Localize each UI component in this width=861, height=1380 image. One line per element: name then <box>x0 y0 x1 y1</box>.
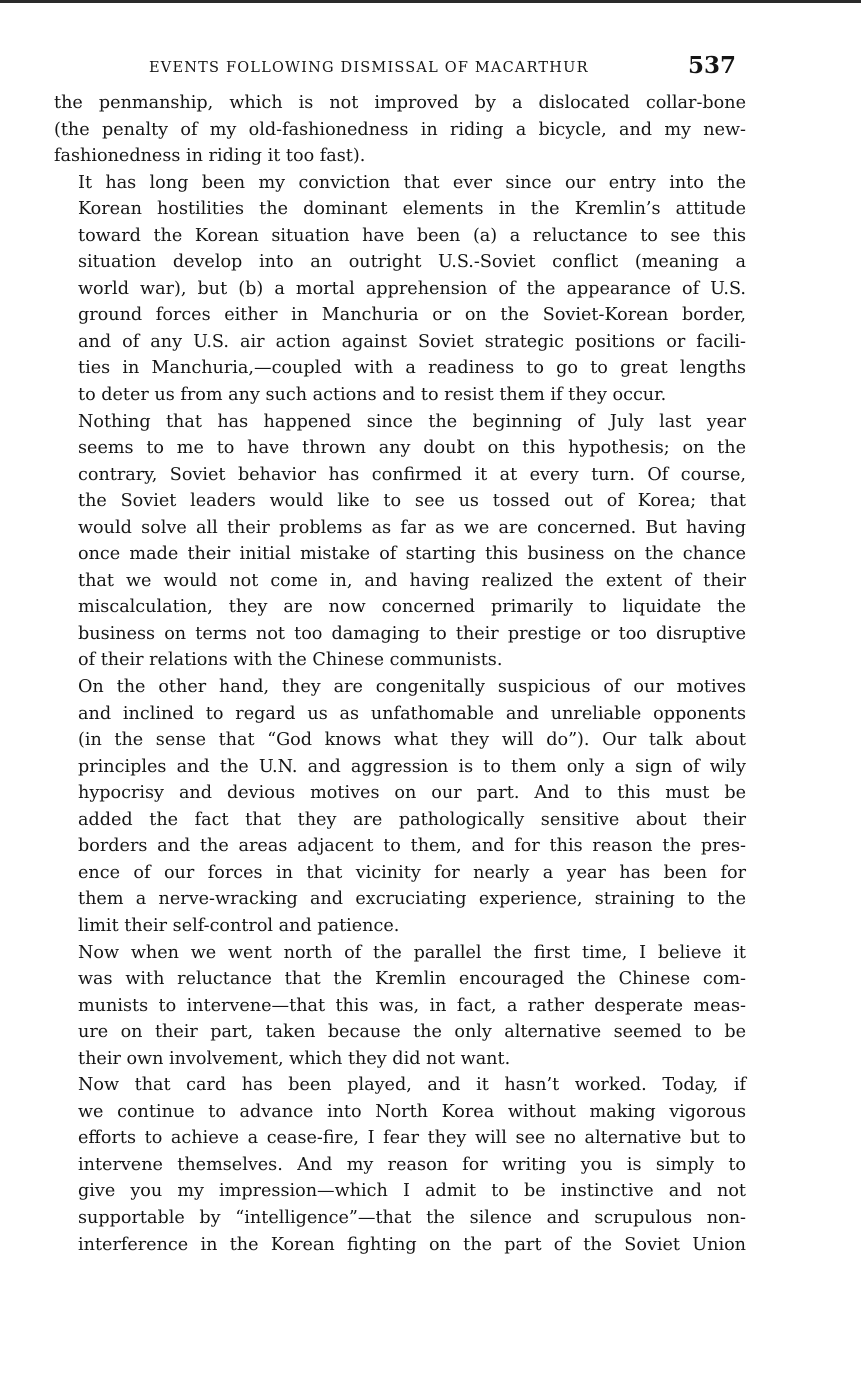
text-line: and inclined to regard us as unfathomable and unreliable opponents <box>78 703 746 724</box>
paragraph-2 <box>54 170 746 409</box>
text-line: the Soviet leaders would like to see us tossed out of Korea; that <box>78 491 746 512</box>
paragraph-4 <box>54 674 746 939</box>
text-line: the penmanship, which is not improved by a dislocated collar-bone <box>54 93 746 113</box>
text-line: hypocrisy and devious motives on our part. And to this must be <box>78 783 746 804</box>
body-text <box>54 90 746 1258</box>
text-line: miscalculation, they are now concerned primarily to liquidate the <box>78 597 746 618</box>
text-line: and of any U.S. air action against Soviet strategic positions or facili- <box>78 331 746 352</box>
text-line: interference in the Korean fighting on the part of the Soviet Union <box>78 1234 746 1255</box>
text-line: (in the sense that “God knows what they will do”). Our talk about <box>78 730 746 751</box>
text-line: seems to me to have thrown any doubt on this hypothesis; on the <box>78 438 746 459</box>
text-line: was with reluctance that the Kremlin encouraged the Chinese com- <box>78 969 746 990</box>
paragraph-1 <box>54 90 746 170</box>
text-line: On the other hand, they are congenitally suspicious of our motives <box>78 677 746 698</box>
text-line: intervene themselves. And my reason for writing you is simply to <box>78 1154 746 1175</box>
text-line: world war), but (b) a mortal apprehension of the appearance of U.S. <box>78 278 746 299</box>
text-line: (the penalty of my old-fashionedness in riding a bicycle, and my new- <box>54 119 746 140</box>
text-line: Now when we went north of the parallel the first time, I believe it <box>78 942 746 963</box>
text-line: contrary, Soviet behavior has confirmed it at every turn. Of course, <box>78 464 746 485</box>
text-line: borders and the areas adjacent to them, and for this reason the pres- <box>78 836 746 857</box>
paragraph-3 <box>54 409 746 674</box>
text-line: ties in Manchuria,—coupled with a readiness to go to great lengths <box>78 358 746 379</box>
text-line: to deter us from any such actions and to resist them if they occur. <box>78 385 667 406</box>
text-line: toward the Korean situation have been (a) a reluctance to see this <box>78 225 746 246</box>
text-line: limit their self-control and patience. <box>78 915 400 936</box>
book-page <box>54 50 746 1258</box>
text-line: principles and the U.N. and aggression is to them only a sign of wily <box>78 756 746 777</box>
text-line: give you my impression—which I admit to be instinctive and not <box>78 1181 746 1202</box>
top-border-rule <box>0 0 861 3</box>
text-line: would solve all their problems as far as we are concerned. But having <box>78 517 746 538</box>
text-line: ground forces either in Manchuria or on the Soviet-Korean border, <box>78 305 746 326</box>
text-line: business on terms not too damaging to their prestige or too disruptive <box>78 623 746 644</box>
text-line: Now that card has been played, and it hasn’t worked. Today, if <box>78 1075 746 1096</box>
text-line: It has long been my conviction that ever since our entry into the <box>78 172 746 193</box>
text-line: situation develop into an outright U.S.-Soviet conflict (meaning a <box>78 252 746 273</box>
text-line: of their relations with the Chinese communists. <box>78 650 503 671</box>
running-header <box>54 50 746 90</box>
text-line: efforts to achieve a cease-fire, I fear they will see no alternative but to <box>78 1128 746 1149</box>
text-line: supportable by “intelligence”—that the silence and scrupulous non- <box>78 1207 746 1228</box>
page-number: 537 <box>687 52 736 79</box>
paragraph-6 <box>54 1072 746 1258</box>
text-line: their own involvement, which they did not want. <box>78 1048 511 1069</box>
text-line: Nothing that has happened since the beginning of July last year <box>78 411 746 432</box>
running-title: EVENTS FOLLOWING DISMISSAL OF MACARTHUR <box>149 60 589 76</box>
text-line: them a nerve-wracking and excruciating experience, straining to the <box>78 889 746 910</box>
text-line: Korean hostilities the dominant elements in the Kremlin’s attitude <box>78 199 746 220</box>
paragraph-5 <box>54 940 746 1073</box>
text-line: that we would not come in, and having realized the extent of their <box>78 570 746 591</box>
text-line: added the fact that they are pathologically sensitive about their <box>78 809 746 830</box>
text-line: we continue to advance into North Korea without making vigorous <box>78 1101 746 1122</box>
text-line: once made their initial mistake of starting this business on the chance <box>78 544 746 565</box>
text-line: munists to intervene—that this was, in fact, a rather desperate meas- <box>78 995 746 1016</box>
text-line: ure on their part, taken because the only alternative seemed to be <box>78 1022 746 1043</box>
text-line: ence of our forces in that vicinity for nearly a year has been for <box>78 862 746 883</box>
text-line: fashionedness in riding it too fast). <box>54 146 366 167</box>
